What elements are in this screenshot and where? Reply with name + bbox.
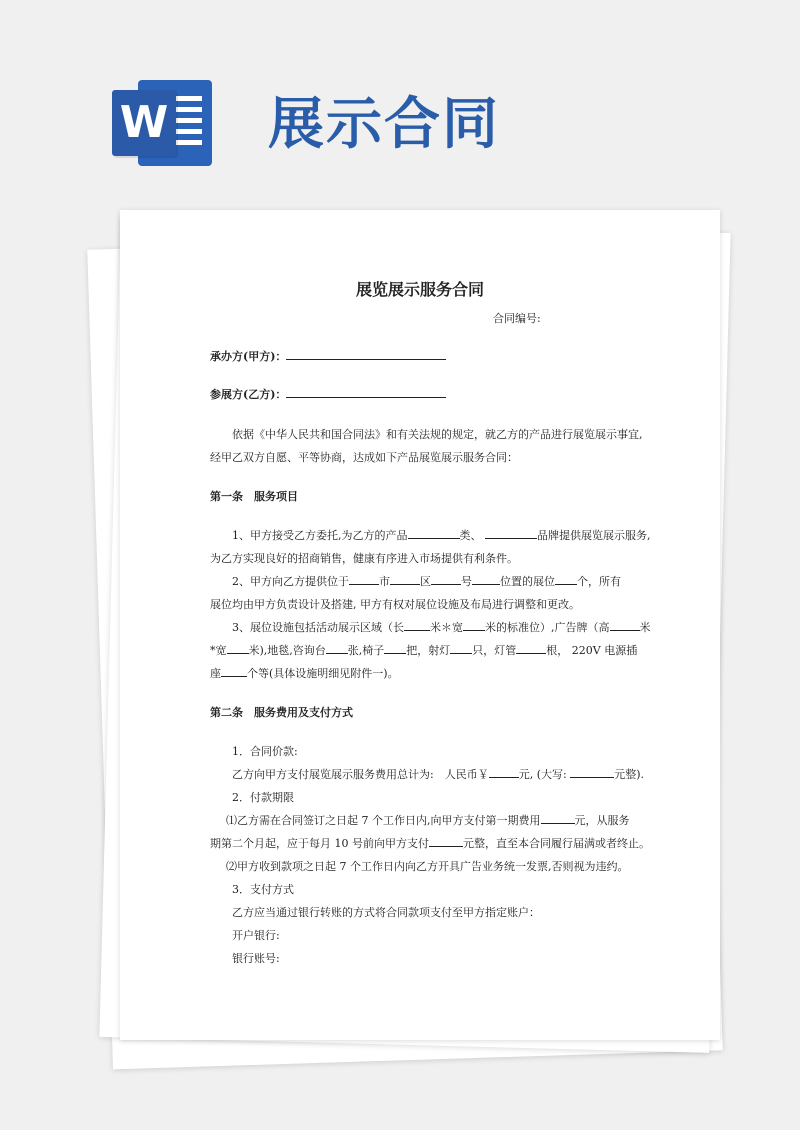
- clause-2-1-text: 乙方向甲方支付展览展示服务费用总计为: 人民币￥ 元, (大写: 元整).: [232, 768, 645, 781]
- bank-name-label: 开户银行:: [232, 929, 280, 942]
- document-page: [120, 210, 720, 1040]
- clause-2-2: 2．付款期限: [232, 791, 294, 804]
- article-2-heading: 第二条 服务费用及支付方式: [210, 706, 353, 719]
- party-b-line: 参展方(乙方)：: [210, 386, 446, 402]
- article-1-heading: 第一条 服务项目: [210, 490, 298, 503]
- clause-1-3-cont: *宽 米),地毯,咨询台 张,椅子 把，射灯 只，灯管 根， 220V 电源插: [210, 644, 638, 657]
- clause-2-2-1-cont: 期第二个月起，应于每月 10 号前向甲方支付 元整，直至本合同履行届满或者终止。: [210, 837, 650, 850]
- intro-line: 经甲乙双方自愿、平等协商，达成如下产品展览展示服务合同：: [210, 451, 518, 464]
- clause-1-3-cont: 座 个等(具体设施明细见附件一)。: [210, 667, 399, 680]
- contract-number-label: 合同编号:: [493, 312, 541, 325]
- banner-title: 展示合同: [268, 91, 500, 157]
- intro-line: 依据《中华人民共和国合同法》和有关法规的规定，就乙方的产品进行展览展示事宜,: [232, 428, 643, 441]
- clause-1-2-cont: 展位均由甲方负责设计及搭建, 甲方有权对展位设施及布局进行调整和更改。: [210, 598, 580, 611]
- clause-1-1-cont: 为乙方实现良好的招商销售，健康有序进入市场提供有利条件。: [210, 552, 518, 565]
- clause-2-2-2: ⑵甲方收到款项之日起 7 个工作日内向乙方开具广告业务统一发票,否则视为违约。: [226, 860, 629, 873]
- document-title: 展览展示服务合同: [355, 280, 484, 299]
- word-icon: W: [112, 90, 176, 156]
- clause-2-1: 1．合同价款:: [232, 745, 298, 758]
- word-logo: [112, 80, 212, 166]
- party-a-line: 承办方(甲方)：: [210, 348, 446, 364]
- clause-1-2: 2、甲方向乙方提供位于 市 区 号 位置的展位 个，所有: [232, 575, 621, 588]
- clause-2-3: 3．支付方式: [232, 883, 294, 896]
- bank-account-label: 银行账号:: [232, 952, 280, 965]
- clause-1-1: 1、甲方接受乙方委托,为乙方的产品 类、 品牌提供展览展示服务,: [232, 529, 651, 542]
- clause-2-3-text: 乙方应当通过银行转账的方式将合同款项支付至甲方指定账户：: [232, 906, 540, 919]
- clause-1-3: 3、展位设施包括活动展示区域（长 米＊宽 米的标准位）,广告牌（高 米: [232, 621, 651, 634]
- clause-2-2-1: ⑴乙方需在合同签订之日起 7 个工作日内,向甲方支付第一期费用 元，从服务: [226, 814, 630, 827]
